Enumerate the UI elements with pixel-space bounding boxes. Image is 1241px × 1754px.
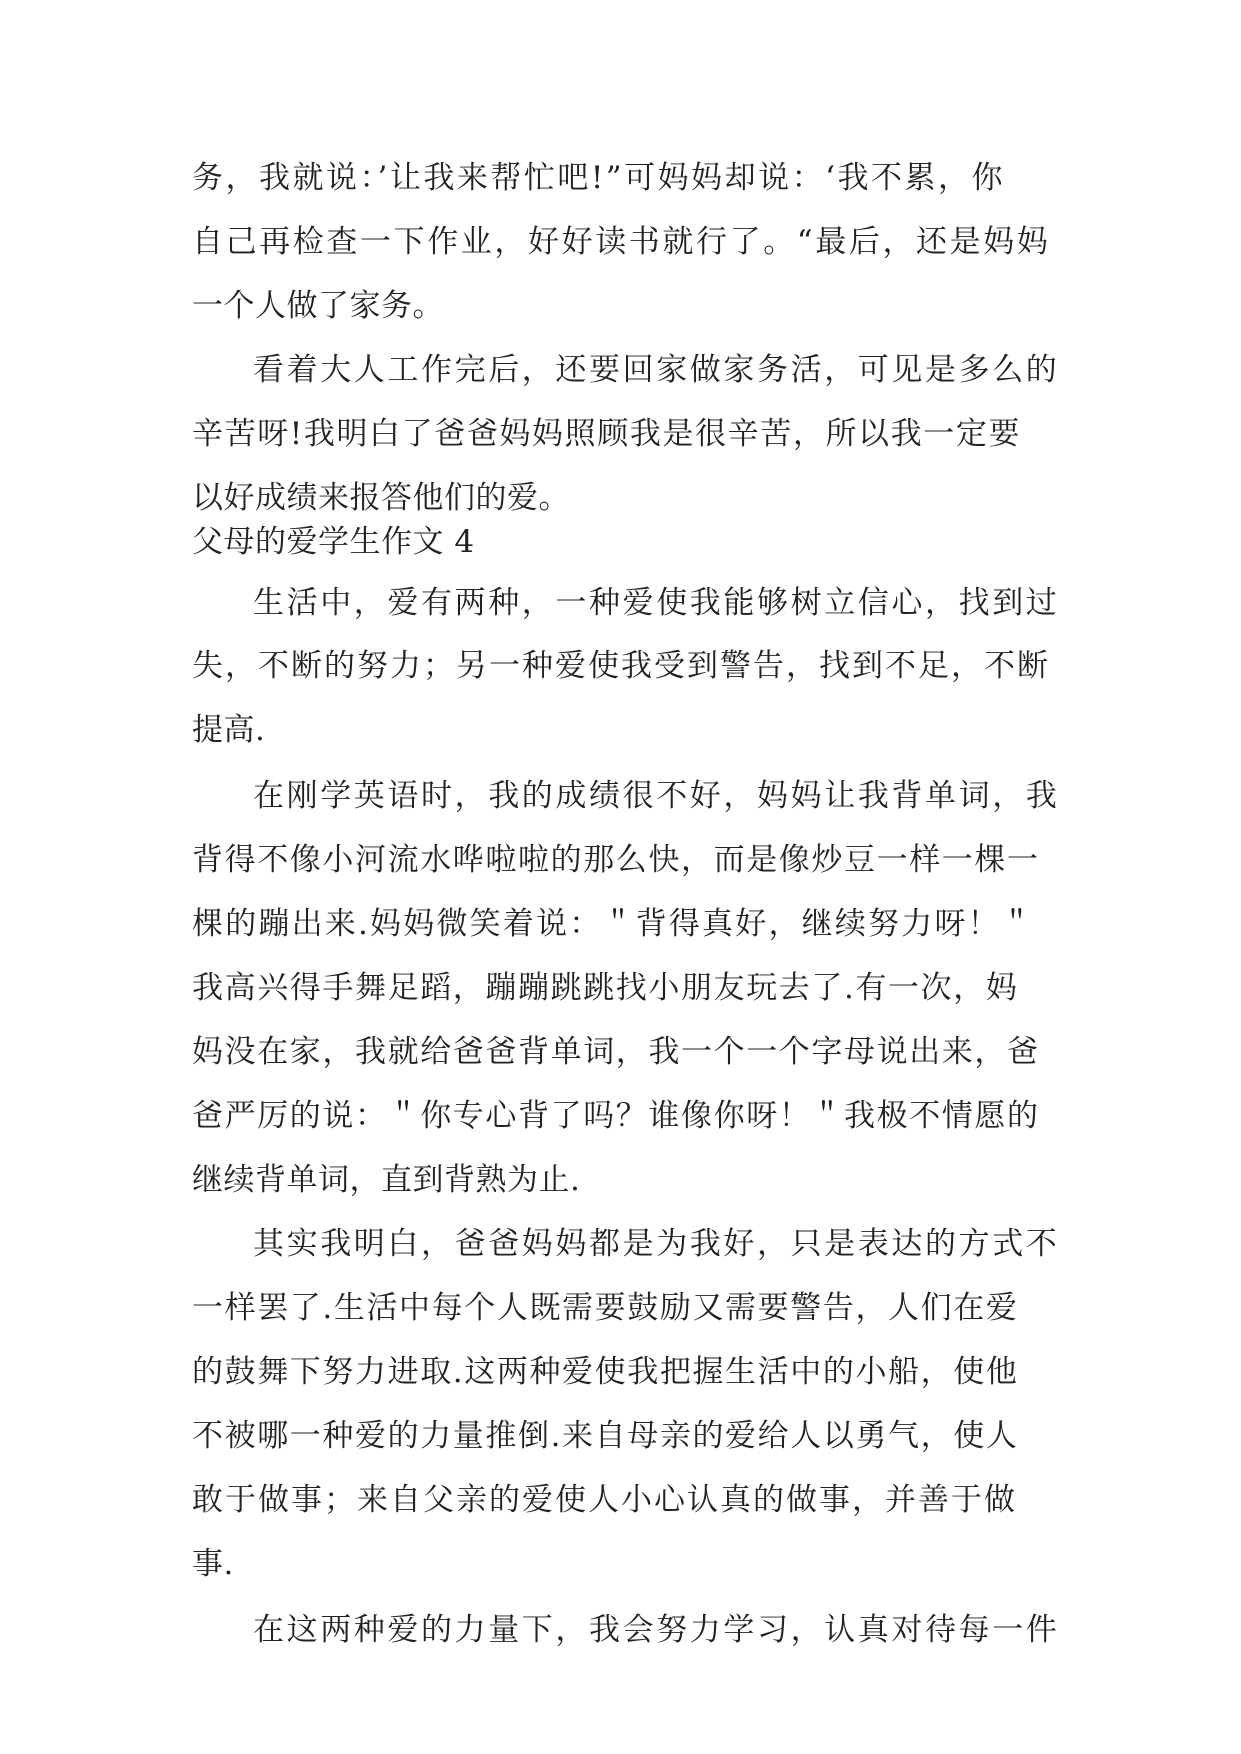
text-line: 棵的蹦出来.妈妈微笑着说：＂背得真好，继续努力呀！＂ bbox=[192, 906, 1035, 942]
text-line: 在这两种爱的力量下，我会努力学习，认真对待每一件 bbox=[253, 1612, 1060, 1648]
text-line: 以好成绩来报答他们的爱。 bbox=[192, 480, 570, 516]
text-line: 务，我就说：’让我来帮忙吧!”可妈妈却说：‘我不累，你 bbox=[192, 160, 1006, 196]
text-line: 辛苦呀!我明白了爸爸妈妈照顾我是很辛苦，所以我一定要 bbox=[192, 416, 1022, 452]
text-line: 失，不断的努力；另一种爱使我受到警告，找到不足，不断 bbox=[192, 648, 1050, 684]
text-line: 爸严厉的说：＂你专心背了吗？谁像你呀！＂我极不情愿的 bbox=[192, 1098, 1040, 1134]
text-line: 提高. bbox=[192, 712, 266, 748]
text-line: 自己再检查一下作业，好好读书就行了。“最后，还是妈妈 bbox=[192, 224, 1051, 260]
text-line: 继续背单词，直到背熟为止. bbox=[192, 1162, 581, 1198]
text-line: 事. bbox=[192, 1546, 234, 1582]
text-line: 在刚学英语时，我的成绩很不好，妈妈让我背单词，我 bbox=[253, 778, 1060, 814]
text-line: 背得不像小河流水哗啦啦的那么快，而是像炒豆一样一棵一 bbox=[192, 842, 1040, 878]
text-line: 生活中，爱有两种，一种爱使我能够树立信心，找到过 bbox=[253, 585, 1060, 621]
text-line: 一个人做了家务。 bbox=[192, 288, 444, 324]
text-line: 的鼓舞下努力进取.这两种爱使我把握生活中的小船，使他 bbox=[192, 1354, 1019, 1390]
text-line: 不被哪一种爱的力量推倒.来自母亲的爱给人以勇气，使人 bbox=[192, 1418, 1019, 1454]
section-heading: 父母的爱学生作文 4 bbox=[192, 524, 475, 560]
text-line: 其实我明白，爸爸妈妈都是为我好，只是表达的方式不 bbox=[253, 1226, 1060, 1262]
text-line: 妈没在家，我就给爸爸背单词，我一个一个字母说出来，爸 bbox=[192, 1034, 1040, 1070]
text-line: 敢于做事；来自父亲的爱使人小心认真的做事，并善于做 bbox=[192, 1482, 1017, 1518]
text-line: 一样罢了.生活中每个人既需要鼓励又需要警告，人们在爱 bbox=[192, 1290, 1019, 1326]
text-line: 我高兴得手舞足蹈，蹦蹦跳跳找小朋友玩去了.有一次，妈 bbox=[192, 970, 1019, 1006]
text-line: 看着大人工作完后，还要回家做家务活，可见是多么的 bbox=[253, 352, 1060, 388]
